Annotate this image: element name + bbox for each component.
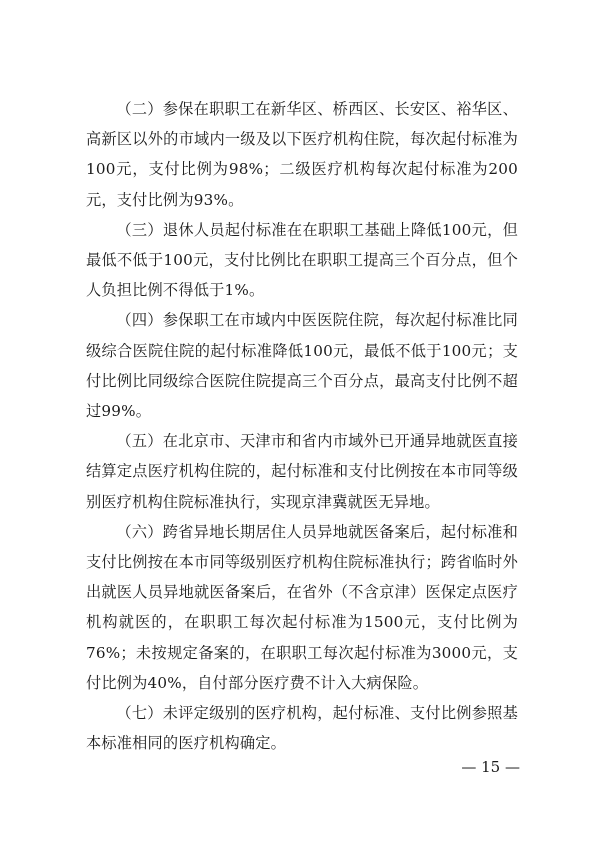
paragraph-3: （三）退休人员起付标准在在职职工基础上降低100元，但最低不低于100元，支付比例比在职职工提高三个百分点，但个人负担比例不得低于1%。 (86, 220, 518, 300)
paragraph-2: （二）参保在职职工在新华区、桥西区、长安区、裕华区、高新区以外的市域内一级及以下医疗机构住院，每次起付标准为100元，支付比例为98%；二级医疗机构每次起付标准为200元，支付比例为93%。 (86, 100, 518, 209)
document-body (86, 94, 518, 758)
paragraph-6: （六）跨省异地长期居住人员异地就医备案后，起付标准和支付比例按在本市同等级别医疗机构住院标准执行；跨省临时外出就医人员异地就医备案后，在省外（不含京津）医保定点医疗机构就医的，在职职工每次起付标准为1500元，支付比例为76%；未按规定备案的，在职职工每次起付标准为3000元，支付比例为40%，自付部分医疗费不计入大病保险。 (86, 522, 518, 692)
paragraph-4: （四）参保职工在市域内中医医院住院，每次起付标准比同级综合医院住院的起付标准降低100元，最低不低于100元；支付比例比同级综合医院住院提高三个百分点，最高支付比例不超过99%。 (86, 311, 518, 421)
page-number: — 15 — (461, 758, 520, 776)
paragraph-5: （五）在北京市、天津市和省内市域外已开通异地就医直接结算定点医疗机构住院的，起付标准和支付比例按在本市同等级别医疗机构住院标准执行，实现京津冀就医无异地。 (86, 432, 518, 511)
paragraph-7: （七）未评定级别的医疗机构，起付标准、支付比例参照基本标准相同的医疗机构确定。 (86, 704, 518, 753)
